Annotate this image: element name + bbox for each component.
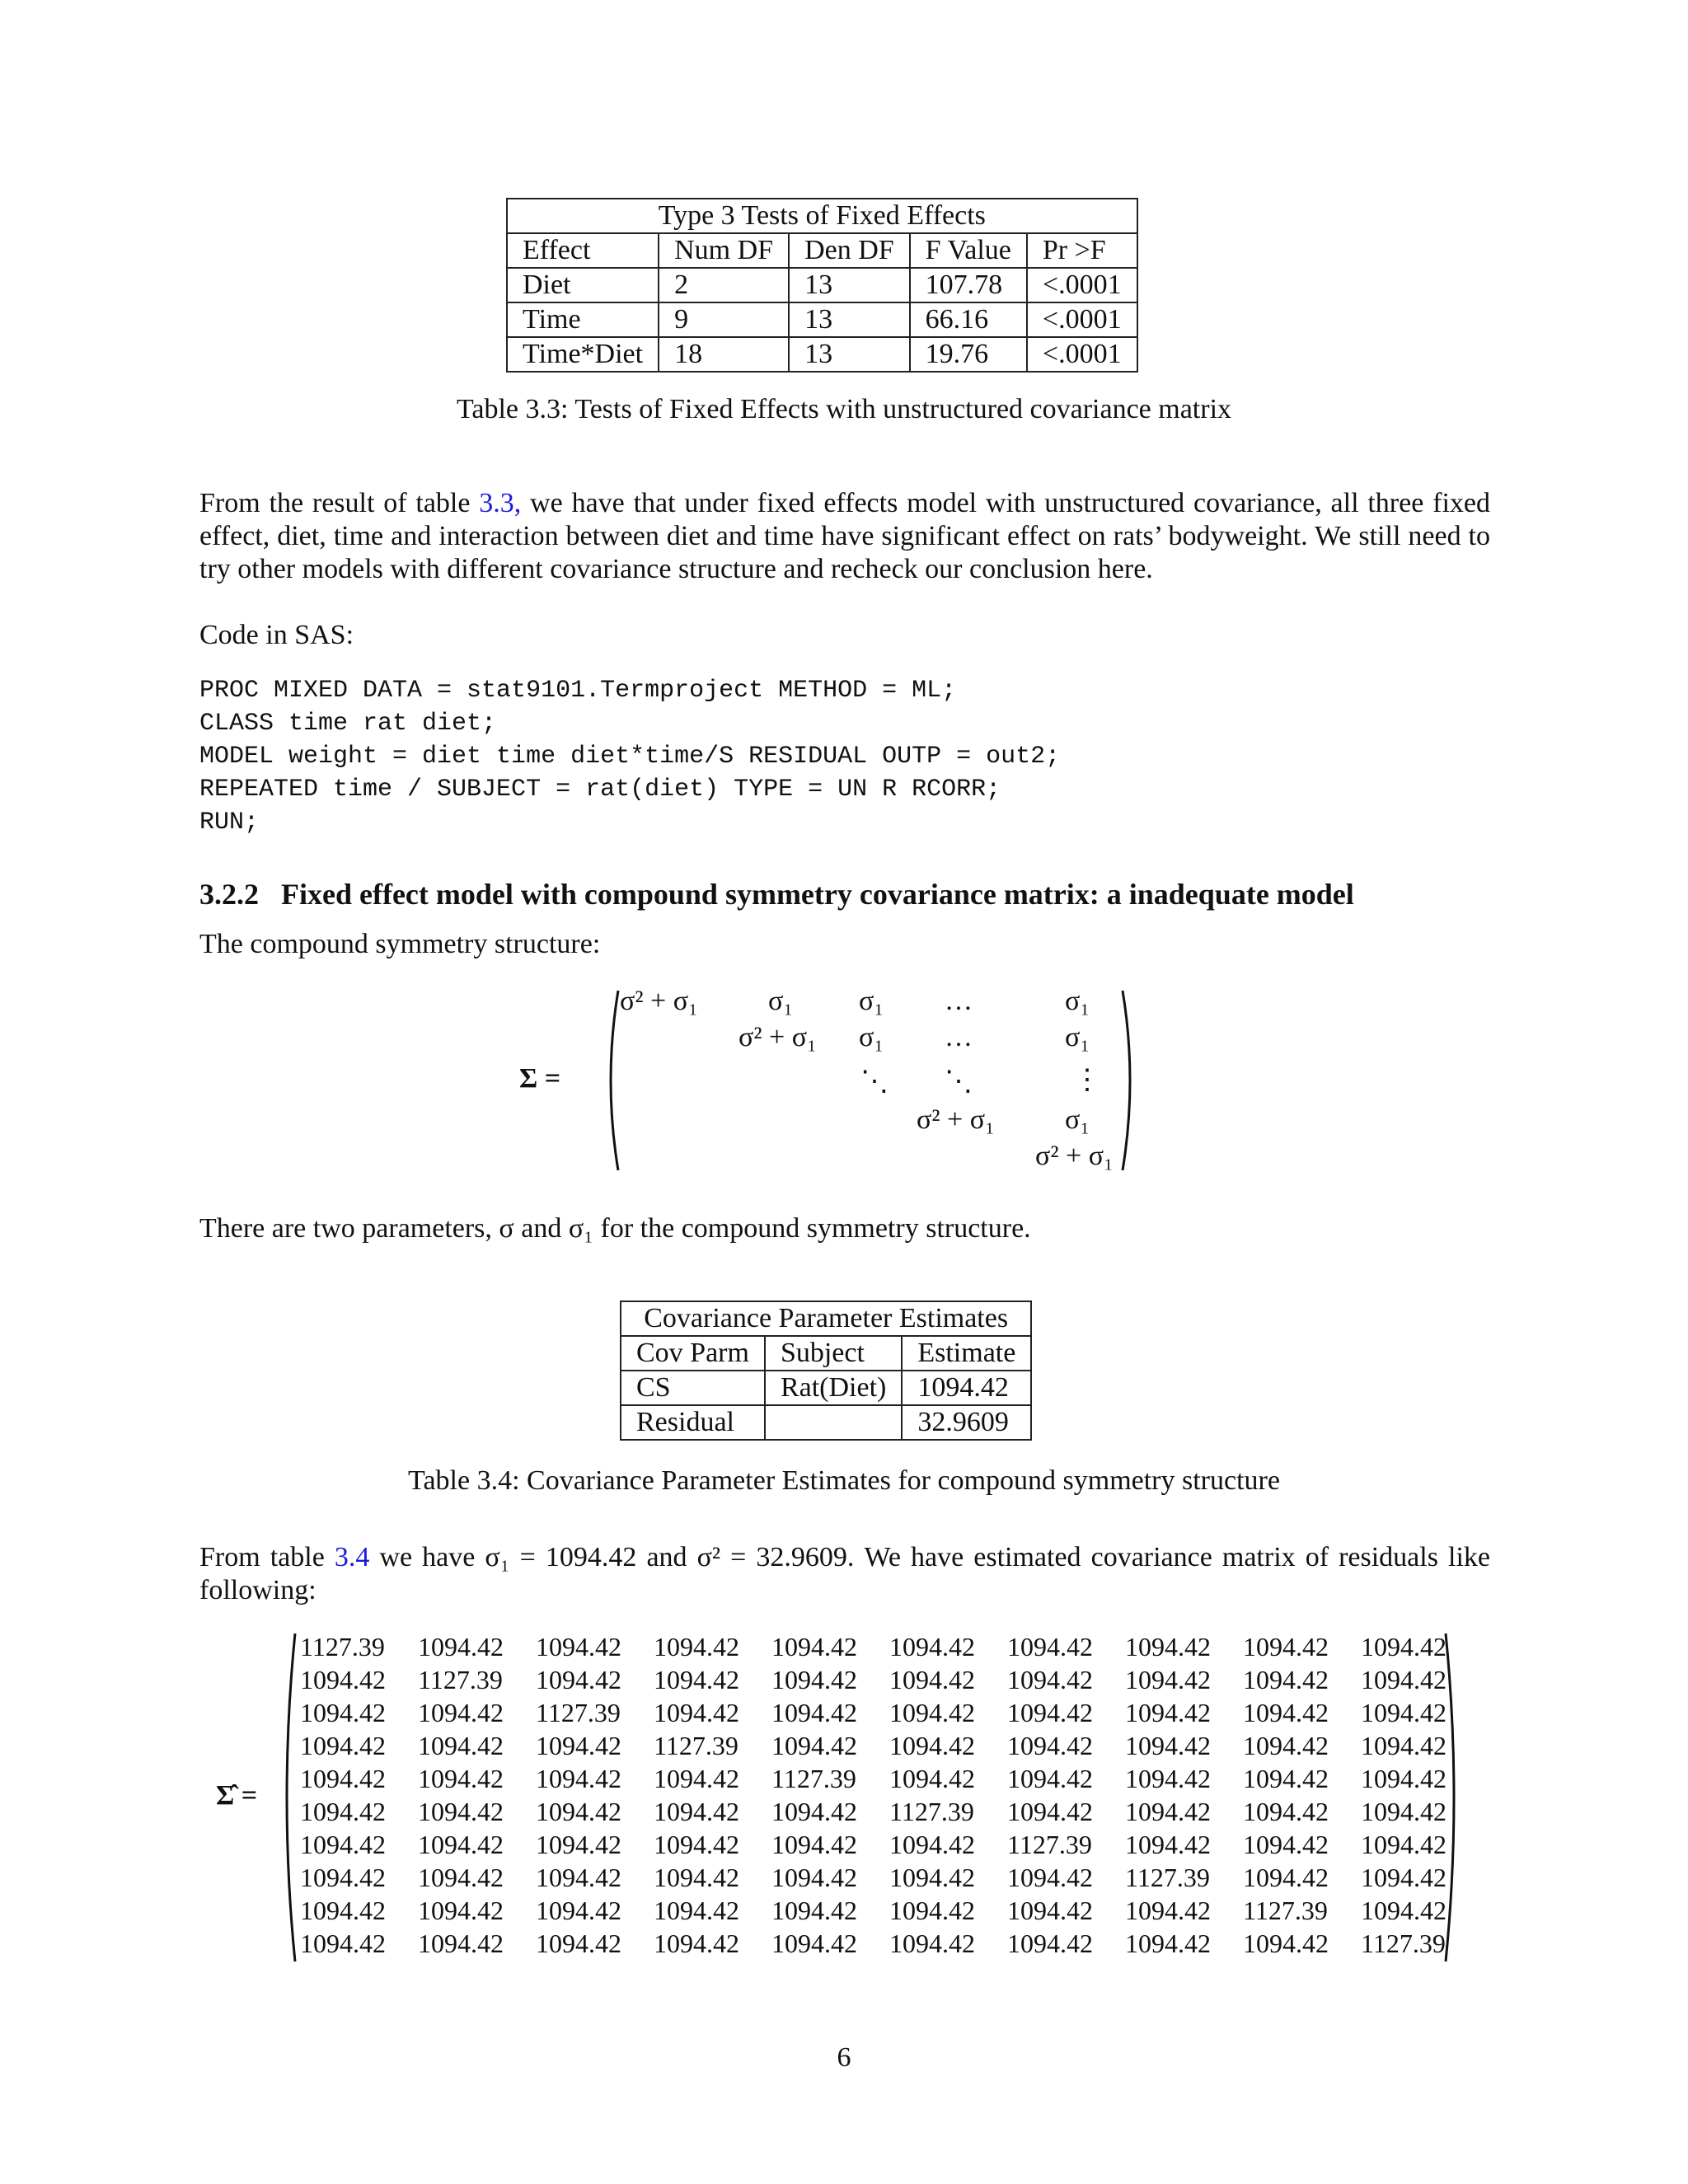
matrix-entry: 1094.42 — [771, 1731, 857, 1760]
matrix-entry: 1094.42 — [1243, 1764, 1329, 1793]
matrix-entry: 1094.42 — [1125, 1665, 1211, 1694]
matrix-entry: 1094.42 — [654, 1764, 739, 1793]
code-line: PROC MIXED DATA = stat9101.Termproject METHOD = ML; — [199, 677, 957, 705]
matrix-entry: 1094.42 — [536, 1665, 621, 1694]
matrix-entry: 1094.42 — [418, 1830, 504, 1859]
table-row — [507, 268, 1137, 302]
matrix-entry: 1127.39 — [1007, 1830, 1092, 1859]
matrix-row — [300, 1630, 1479, 1663]
matrix-entry: 1094.42 — [1007, 1764, 1093, 1793]
matrix-entry: 1094.42 — [771, 1665, 857, 1694]
matrix-entry: 1094.42 — [536, 1731, 621, 1760]
matrix-entry: 1127.39 — [654, 1731, 738, 1760]
table-cell: 2 — [659, 268, 789, 302]
fixed-effects-table — [506, 198, 1138, 373]
matrix-entry: 1094.42 — [418, 1731, 504, 1760]
matrix-entry: 1094.42 — [1125, 1896, 1211, 1925]
matrix-entry: σ₁ — [859, 986, 884, 1016]
matrix-entry: 1094.42 — [1243, 1665, 1329, 1694]
matrix-entry: 1094.42 — [1125, 1797, 1211, 1826]
section-heading — [199, 877, 1354, 912]
matrix-entry: 1094.42 — [889, 1731, 975, 1760]
table-cell: 1094.42 — [902, 1371, 1031, 1405]
covariance-estimates-table — [620, 1301, 1032, 1441]
table-cell: 32.9609 — [902, 1405, 1031, 1440]
matrix-entry: 1094.42 — [1243, 1797, 1329, 1826]
matrix-entry: 1094.42 — [889, 1863, 975, 1892]
table-cell: 13 — [789, 268, 910, 302]
table-cell: Diet — [507, 268, 659, 302]
matrix-entry: σ² + σ₁ — [1035, 1141, 1114, 1171]
matrix-row — [300, 1894, 1479, 1927]
table-cell — [765, 1405, 902, 1440]
matrix-entry: 1127.39 — [418, 1665, 503, 1694]
table-cell: 9 — [659, 302, 789, 337]
paragraph-text: From table — [199, 1542, 335, 1572]
matrix-entry: 1094.42 — [536, 1830, 621, 1859]
matrix-entry: 1127.39 — [300, 1632, 385, 1661]
matrix-entry: 1094.42 — [300, 1863, 386, 1892]
matrix-entry: 1094.42 — [300, 1764, 386, 1793]
table-row — [507, 337, 1137, 372]
matrix-entry: 1094.42 — [654, 1665, 739, 1694]
table-cell: <.0001 — [1027, 302, 1137, 337]
table-cell: Time — [507, 302, 659, 337]
matrix-entry: 1094.42 — [1007, 1665, 1093, 1694]
matrix-entry: 1094.42 — [536, 1764, 621, 1793]
matrix-entry: σ₁ — [1065, 986, 1090, 1016]
matrix-entry: 1094.42 — [1007, 1731, 1093, 1760]
matrix-entry: 1094.42 — [418, 1797, 504, 1826]
matrix-entry: 1094.42 — [1361, 1830, 1447, 1859]
matrix-entry: 1094.42 — [1125, 1731, 1211, 1760]
column-header: Effect — [507, 233, 659, 268]
table-cell: 19.76 — [910, 337, 1027, 372]
paragraph-text: From the result of table — [199, 488, 480, 518]
column-header: Cov Parm — [621, 1336, 765, 1371]
matrix-row — [300, 1696, 1479, 1729]
matrix-entry: 1094.42 — [1243, 1863, 1329, 1892]
matrix-row — [300, 1795, 1479, 1828]
matrix-entry: 1094.42 — [1007, 1896, 1093, 1925]
matrix-entry: 1094.42 — [889, 1632, 975, 1661]
matrix-entry: 1094.42 — [889, 1698, 975, 1727]
column-header: Num DF — [659, 233, 789, 268]
matrix-entry: 1094.42 — [654, 1929, 739, 1958]
matrix-entry: 1094.42 — [771, 1698, 857, 1727]
matrix-entry: σ₁ — [1065, 1104, 1090, 1135]
params-text: There are two parameters, σ and σ₁ for the compound symmetry structure. — [199, 1213, 1031, 1244]
matrix-entry: 1094.42 — [889, 1896, 975, 1925]
matrix-entry: ⋮ — [1073, 1065, 1101, 1095]
matrix-entry: 1094.42 — [300, 1665, 386, 1694]
matrix-entry: 1094.42 — [771, 1632, 857, 1661]
paragraph — [199, 487, 1490, 586]
matrix-entry: 1094.42 — [536, 1797, 621, 1826]
column-header: F Value — [910, 233, 1027, 268]
matrix-entry: 1094.42 — [654, 1797, 739, 1826]
matrix-entry: 1094.42 — [1125, 1764, 1211, 1793]
column-header: Pr >F — [1027, 233, 1137, 268]
matrix-entry: σ² + σ₁ — [917, 1104, 995, 1135]
code-line: REPEATED time / SUBJECT = rat(diet) TYPE = UN R RCORR; — [199, 776, 1001, 804]
matrix-entry: 1094.42 — [1007, 1863, 1093, 1892]
matrix-entry: 1094.42 — [300, 1698, 386, 1727]
matrix-entry: 1094.42 — [1361, 1797, 1447, 1826]
matrix-entry: 1094.42 — [536, 1863, 621, 1892]
table-cell: 13 — [789, 302, 910, 337]
sigma-label: Σ = — [519, 1063, 561, 1094]
matrix-entry: 1094.42 — [418, 1764, 504, 1793]
sas-code-block — [199, 674, 1060, 839]
code-line: MODEL weight = diet time diet*time/S RESIDUAL OUTP = out2; — [199, 743, 1061, 771]
matrix-entry: 1094.42 — [654, 1830, 739, 1859]
matrix-entry: 1094.42 — [418, 1632, 504, 1661]
paragraph — [199, 1541, 1490, 1607]
column-header: Subject — [765, 1336, 902, 1371]
section-title: Fixed effect model with compound symmetry covariance matrix: a inadequate model — [281, 878, 1354, 911]
table-cell: 66.16 — [910, 302, 1027, 337]
matrix-entry: … — [945, 1022, 973, 1052]
matrix-entry: 1094.42 — [300, 1896, 386, 1925]
matrix-entry: 1094.42 — [771, 1830, 857, 1859]
matrix-row — [300, 1729, 1479, 1762]
column-header: Den DF — [789, 233, 910, 268]
table-cell: 107.78 — [910, 268, 1027, 302]
code-line: CLASS time rat diet; — [199, 710, 497, 738]
matrix-entry: 1094.42 — [1243, 1698, 1329, 1727]
cs-intro: The compound symmetry structure: — [199, 929, 601, 959]
matrix-entry: 1094.42 — [1007, 1929, 1093, 1958]
matrix-entry: σ₁ — [768, 986, 794, 1016]
matrix-entry: 1094.42 — [1125, 1632, 1211, 1661]
table-cell: 13 — [789, 337, 910, 372]
matrix-entry: 1094.42 — [654, 1698, 739, 1727]
matrix-row — [300, 1861, 1479, 1894]
table-cell: Time*Diet — [507, 337, 659, 372]
matrix-entry: 1094.42 — [1361, 1764, 1447, 1793]
matrix-row — [300, 1828, 1479, 1861]
matrix-entry: ⋱ — [945, 1066, 973, 1097]
matrix-entry: 1127.39 — [1361, 1929, 1446, 1958]
table-row — [621, 1405, 1031, 1440]
matrix-entry: 1094.42 — [1243, 1731, 1329, 1760]
matrix-entry: 1094.42 — [418, 1929, 504, 1958]
matrix-entry: 1127.39 — [771, 1764, 856, 1793]
matrix-entry: 1094.42 — [1125, 1830, 1211, 1859]
matrix-entry: 1127.39 — [536, 1698, 621, 1727]
sigma-hat-label: Σ̂ = — [216, 1780, 258, 1811]
page-number: 6 — [837, 2042, 851, 2073]
matrix-entry: 1094.42 — [418, 1698, 504, 1727]
matrix-entry: 1094.42 — [889, 1929, 975, 1958]
matrix-entry: 1094.42 — [1125, 1698, 1211, 1727]
paragraph-text: we have that under fixed effects model with unstructured covariance, all three fixed effect, diet, time and interaction between diet and time have significant effect on rats’ bodyweight. We still need to try other models with different covariance structure and recheck our conclusion here. — [199, 488, 1490, 584]
table-title: Covariance Parameter Estimates — [621, 1301, 1031, 1336]
matrix-row — [300, 1663, 1479, 1696]
code-intro: Code in SAS: — [199, 620, 354, 650]
table-ref-link[interactable]: 3.4 — [334, 1542, 370, 1572]
matrix-entry: 1094.42 — [654, 1632, 739, 1661]
estimated-covariance-matrix — [300, 1630, 1479, 1960]
matrix-entry: 1127.39 — [1243, 1896, 1328, 1925]
table-cell: Rat(Diet) — [765, 1371, 902, 1405]
matrix-entry: 1094.42 — [1361, 1896, 1447, 1925]
matrix-entry: 1127.39 — [1125, 1863, 1210, 1892]
matrix-entry: 1094.42 — [1361, 1665, 1447, 1694]
matrix-entry: 1094.42 — [654, 1896, 739, 1925]
paragraph-text: we have σ₁ = 1094.42 and σ² = 32.9609. We have estimated covariance matrix of residuals like following: — [199, 1542, 1490, 1605]
table-cell: CS — [621, 1371, 765, 1405]
matrix-entry: 1094.42 — [1243, 1830, 1329, 1859]
matrix-entry: 1094.42 — [1361, 1632, 1447, 1661]
matrix-entry: σ₁ — [1065, 1022, 1090, 1052]
matrix-entry: 1094.42 — [536, 1632, 621, 1661]
matrix-entry: 1094.42 — [536, 1896, 621, 1925]
matrix-entry: 1094.42 — [654, 1863, 739, 1892]
table-caption: Table 3.4: Covariance Parameter Estimates for compound symmetry structure — [408, 1465, 1280, 1496]
matrix-entry: 1127.39 — [889, 1797, 974, 1826]
section-number: 3.2.2 — [199, 878, 259, 911]
table-caption: Table 3.3: Tests of Fixed Effects with unstructured covariance matrix — [456, 394, 1232, 424]
matrix-entry: 1094.42 — [300, 1731, 386, 1760]
matrix-entry: 1094.42 — [771, 1863, 857, 1892]
table-title: Type 3 Tests of Fixed Effects — [507, 199, 1137, 233]
matrix-entry: 1094.42 — [771, 1896, 857, 1925]
matrix-entry: 1094.42 — [1007, 1797, 1093, 1826]
matrix-entry: 1094.42 — [1243, 1929, 1329, 1958]
table-row — [507, 302, 1137, 337]
matrix-entry: 1094.42 — [300, 1830, 386, 1859]
matrix-entry: 1094.42 — [1243, 1632, 1329, 1661]
matrix-entry: 1094.42 — [1125, 1929, 1211, 1958]
matrix-entry: 1094.42 — [418, 1896, 504, 1925]
matrix-entry: σ² + σ₁ — [738, 1022, 817, 1052]
matrix-entry: 1094.42 — [889, 1830, 975, 1859]
table-row — [621, 1371, 1031, 1405]
table-cell: <.0001 — [1027, 268, 1137, 302]
matrix-entry: 1094.42 — [418, 1863, 504, 1892]
matrix-entry: 1094.42 — [1007, 1698, 1093, 1727]
matrix-entry: σ₁ — [859, 1022, 884, 1052]
table-cell: <.0001 — [1027, 337, 1137, 372]
matrix-entry: 1094.42 — [1361, 1863, 1447, 1892]
matrix-row — [300, 1762, 1479, 1795]
matrix-entry: 1094.42 — [771, 1797, 857, 1826]
column-header: Estimate — [902, 1336, 1031, 1371]
matrix-entry: … — [945, 986, 973, 1016]
matrix-row — [300, 1927, 1479, 1960]
table-ref-link[interactable]: 3.3, — [479, 488, 522, 518]
matrix-entry: 1094.42 — [536, 1929, 621, 1958]
matrix-entry: 1094.42 — [300, 1797, 386, 1826]
table-cell: 18 — [659, 337, 789, 372]
matrix-entry: ⋱ — [860, 1066, 889, 1097]
matrix-entry: 1094.42 — [300, 1929, 386, 1958]
matrix-entry: 1094.42 — [1361, 1698, 1447, 1727]
matrix-entry: 1094.42 — [1007, 1632, 1093, 1661]
matrix-entry: 1094.42 — [889, 1665, 975, 1694]
matrix-entry: 1094.42 — [1361, 1731, 1447, 1760]
matrix-entry: 1094.42 — [771, 1929, 857, 1958]
matrix-entry: σ² + σ₁ — [620, 986, 698, 1016]
matrix-entry: 1094.42 — [889, 1764, 975, 1793]
code-line: RUN; — [199, 808, 260, 837]
table-cell: Residual — [621, 1405, 765, 1440]
